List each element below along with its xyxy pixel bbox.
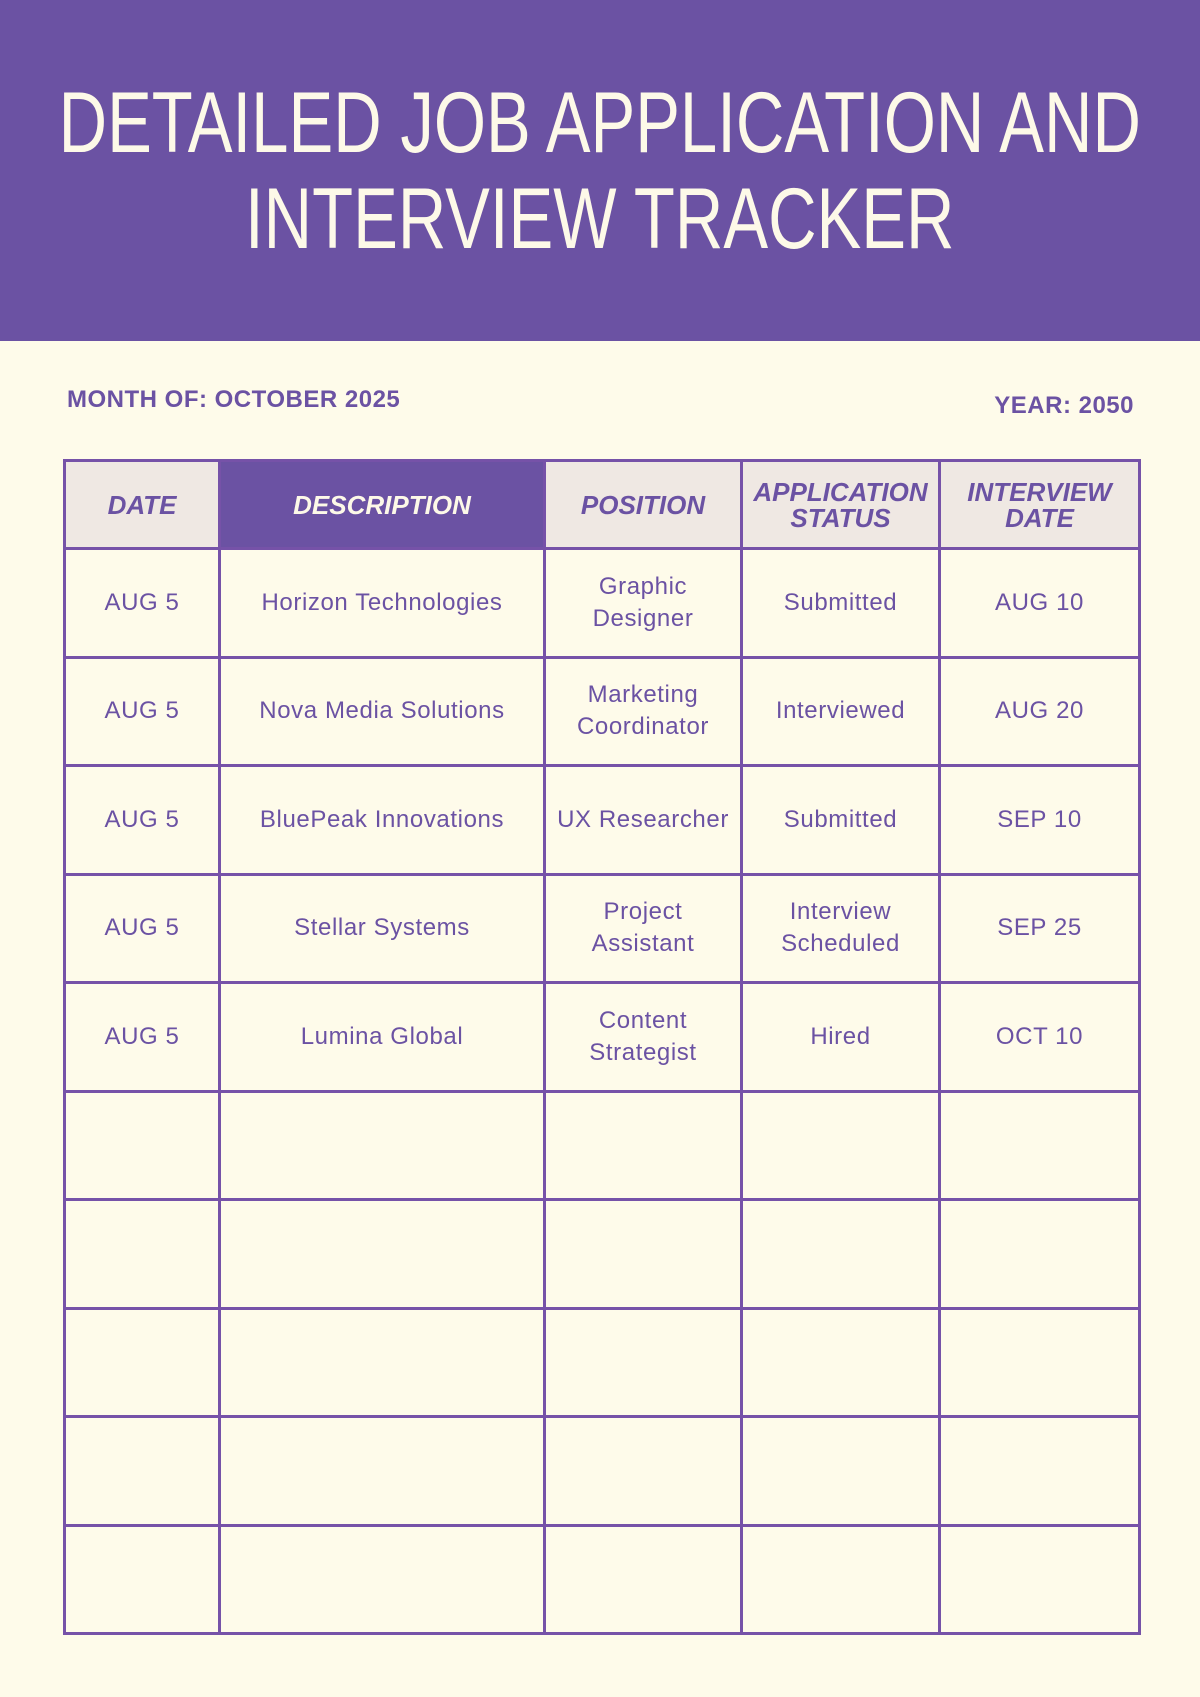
cell-interview-date[interactable] <box>940 1091 1140 1200</box>
cell-date[interactable]: AUG 5 <box>65 874 220 983</box>
column-header-application-status: APPLICATION STATUS <box>742 461 940 549</box>
cell-interview-date[interactable] <box>940 1525 1140 1634</box>
cell-date[interactable] <box>65 1417 220 1526</box>
column-header-interview-date: INTERVIEW DATE <box>940 461 1140 549</box>
table-row <box>65 657 1140 766</box>
cell-status[interactable]: Submitted <box>742 549 940 658</box>
cell-date[interactable] <box>65 1308 220 1417</box>
cell-status[interactable] <box>742 1091 940 1200</box>
column-header-description: DESCRIPTION <box>220 461 545 549</box>
cell-date[interactable] <box>65 1091 220 1200</box>
cell-description[interactable]: Lumina Global <box>220 983 545 1092</box>
cell-position[interactable]: Project Assistant <box>545 874 742 983</box>
cell-interview-date[interactable]: AUG 20 <box>940 657 1140 766</box>
cell-status[interactable] <box>742 1417 940 1526</box>
cell-description[interactable]: Horizon Technologies <box>220 549 545 658</box>
cell-description[interactable] <box>220 1200 545 1309</box>
cell-position[interactable] <box>545 1091 742 1200</box>
cell-position[interactable]: UX Researcher <box>545 766 742 875</box>
cell-status[interactable]: Interview Scheduled <box>742 874 940 983</box>
cell-status[interactable]: Hired <box>742 983 940 1092</box>
table-row <box>65 766 1140 875</box>
year-label: YEAR: 2050 <box>994 392 1134 419</box>
cell-interview-date[interactable]: AUG 10 <box>940 549 1140 658</box>
cell-date[interactable]: AUG 5 <box>65 657 220 766</box>
table-header-row <box>65 461 1140 549</box>
cell-date[interactable]: AUG 5 <box>65 766 220 875</box>
title-banner <box>0 0 1200 341</box>
cell-position[interactable]: Marketing Coordinator <box>545 657 742 766</box>
table-row-empty <box>65 1525 1140 1634</box>
cell-interview-date[interactable]: SEP 25 <box>940 874 1140 983</box>
cell-interview-date[interactable]: SEP 10 <box>940 766 1140 875</box>
page-title-line-1: DETAILED JOB APPLICATION AND <box>58 74 1142 171</box>
cell-description[interactable] <box>220 1417 545 1526</box>
month-label: MONTH OF: OCTOBER 2025 <box>67 386 401 413</box>
table-row-empty <box>65 1200 1140 1309</box>
cell-date[interactable]: AUG 5 <box>65 983 220 1092</box>
cell-position[interactable] <box>545 1417 742 1526</box>
cell-date[interactable]: AUG 5 <box>65 549 220 658</box>
cell-description[interactable] <box>220 1091 545 1200</box>
cell-status[interactable] <box>742 1525 940 1634</box>
cell-interview-date[interactable] <box>940 1417 1140 1526</box>
column-header-date: DATE <box>65 461 220 549</box>
table-row <box>65 549 1140 658</box>
cell-position[interactable]: Content Strategist <box>545 983 742 1092</box>
cell-interview-date[interactable]: OCT 10 <box>940 983 1140 1092</box>
cell-position[interactable]: Graphic Designer <box>545 549 742 658</box>
table-row-empty <box>65 1091 1140 1200</box>
column-header-position: POSITION <box>545 461 742 549</box>
table-row-empty <box>65 1417 1140 1526</box>
cell-description[interactable] <box>220 1525 545 1634</box>
tracker-table <box>63 459 1141 1635</box>
cell-description[interactable]: Nova Media Solutions <box>220 657 545 766</box>
cell-description[interactable] <box>220 1308 545 1417</box>
cell-interview-date[interactable] <box>940 1308 1140 1417</box>
cell-status[interactable] <box>742 1200 940 1309</box>
cell-status[interactable] <box>742 1308 940 1417</box>
cell-position[interactable] <box>545 1525 742 1634</box>
cell-description[interactable]: Stellar Systems <box>220 874 545 983</box>
table-row <box>65 983 1140 1092</box>
cell-interview-date[interactable] <box>940 1200 1140 1309</box>
table-row-empty <box>65 1308 1140 1417</box>
cell-position[interactable] <box>545 1200 742 1309</box>
cell-date[interactable] <box>65 1525 220 1634</box>
table-row <box>65 874 1140 983</box>
cell-position[interactable] <box>545 1308 742 1417</box>
cell-date[interactable] <box>65 1200 220 1309</box>
cell-status[interactable]: Submitted <box>742 766 940 875</box>
cell-status[interactable]: Interviewed <box>742 657 940 766</box>
page-title-line-2: INTERVIEW TRACKER <box>245 170 955 267</box>
cell-description[interactable]: BluePeak Innovations <box>220 766 545 875</box>
